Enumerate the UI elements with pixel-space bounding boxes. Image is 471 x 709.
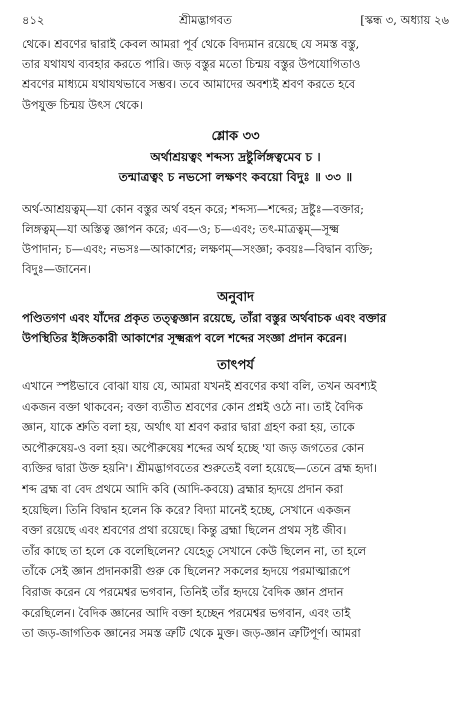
text-line: বিদুঃ—জানেন। bbox=[22, 262, 91, 277]
text-line: অর্থ-আশ্রয়ত্বম্—যা কোন বস্তুর অর্থ বহন করে; শব্দস্য—শব্দের; দ্রষ্টুঃ—বক্তার; bbox=[22, 201, 364, 216]
text-line: উপস্থিতির ইঙ্গিতকারী আকাশের সূক্ষ্মরূপ বলে শব্দের সংজ্ঞা প্রদান করেন। bbox=[22, 330, 347, 345]
page-header bbox=[22, 12, 449, 28]
purport-paragraph bbox=[22, 376, 449, 644]
chapter-reference: [স্কন্ধ ৩, অধ্যায় ২৬ bbox=[360, 13, 449, 27]
verse-title: শ্লোক ৩৩ bbox=[211, 128, 260, 144]
text-line: জ্ঞান, যাকে শ্রুতি বলা হয়, অর্থাৎ যা শ্রবণ করার দ্বারা গ্রহণ করা হয়, তাকে bbox=[22, 420, 355, 435]
purport-title: তাৎপর্য bbox=[217, 358, 254, 374]
page-number: ৪১২ bbox=[22, 13, 45, 27]
text-line: শ্রবণের মাধ্যমে যথাযথভাবে সম্ভব। তবে আমাদের অবশ্যই শ্রবণ করতে হবে bbox=[22, 77, 356, 92]
text-line: একজন বক্তা থাকবেন; বক্তা ব্যতীত শ্রবণের কোন প্রশ্নই ওঠে না। তাই বৈদিক bbox=[22, 399, 363, 414]
synonyms-paragraph bbox=[22, 199, 449, 280]
text-line: করেছিলেন। বৈদিক জ্ঞানের আদি বক্তা হচ্ছেন পরমেশ্বর ভগবান, এবং তাই bbox=[22, 605, 351, 620]
translation-title: অনুবাদ bbox=[217, 289, 254, 305]
text-line: ব্যক্তির দ্বারা উক্ত হয়নি'। শ্রীমদ্ভাগবতের শুরুতেই বলা হয়েছে—তেনে ব্রহ্ম হৃদা। bbox=[22, 461, 378, 476]
text-line: উপযুক্ত চিন্ময় উৎস থেকে। bbox=[22, 97, 143, 112]
text-line: থেকে। শ্রবণের দ্বারাই কেবল আমরা পূর্ব থেকে বিদ্যমান রয়েছে যে সমস্ত বস্তু, bbox=[22, 37, 360, 51]
verse-line: তন্মাত্রত্বং চ নভসো লক্ষণং কবয়ো বিদুঃ ॥ ৩৩ ॥ bbox=[118, 169, 353, 184]
text-line: তা জড়-জাগতিক জ্ঞানের সমস্ত ত্রুটি থেকে মুক্ত। জড়-জ্ঞান ত্রুটিপূর্ণ। আমরা bbox=[22, 626, 361, 641]
text-line: তাঁকে সেই জ্ঞান প্রদানকারী গুরু কে ছিলেন? সকলের হৃদয়ে পরমাত্মারূপে bbox=[22, 564, 351, 579]
text-line: উপাদান; চ—এবং; নভসঃ—আকাশের; লক্ষণম্—সংজ্ঞা; কবয়ঃ—বিদ্বান ব্যক্তি; bbox=[22, 242, 374, 257]
verse-line: অর্থাশ্রয়ত্বং শব্দস্য দ্রষ্টুর্লিঙ্গত্বমেব চ । bbox=[150, 149, 321, 164]
text-line: পণ্ডিতগণ এবং যাঁদের প্রকৃত তত্ত্বজ্ঞান রয়েছে, তাঁরা বস্তুর অর্থবাচক এবং বক্তার bbox=[22, 310, 387, 325]
translation-paragraph bbox=[22, 308, 449, 348]
text-line: তার যথাযথ ব্যবহার করতে পারি। জড় বস্তুর মতো চিন্ময় বস্তুর উপযোগিতাও bbox=[22, 57, 361, 72]
book-title: শ্রীমদ্ভাগবত bbox=[179, 13, 232, 27]
text-line: লিঙ্গত্বম্—যা অস্তিত্ব জ্ঞাপন করে; এব—ও; চ—এবং; তৎ-মাত্রত্বম্—সূক্ষ্ম bbox=[22, 222, 340, 237]
text-line: শব্দ ব্রহ্ম বা বেদ প্রথমে আদি কবি (আদি-কবয়ে) ব্রহ্মার হৃদয়ে প্রদান করা bbox=[22, 482, 344, 496]
text-line: তাঁর কাছে তা হলে কে বলেছিলেন? যেহেতু সেখানে কেউ ছিলেন না, তা হলে bbox=[22, 543, 367, 558]
text-line: হয়েছিল। তিনি বিদ্বান হলেন কি করে? বিদ্যা মানেই হচ্ছে, সেখানে একজন bbox=[22, 502, 351, 517]
text-line: এখানে স্পষ্টভাবে বোঝা যায় যে, আমরা যখনই শ্রবণের কথা বলি, তখন অবশ্যই bbox=[22, 379, 377, 394]
text-line: বক্তা রয়েছে এবং শ্রবণের প্রথা রয়েছে। কিন্তু ব্রহ্মা ছিলেন প্রথম সৃষ্ট জীব। bbox=[22, 523, 347, 538]
text-line: বিরাজ করেন যে পরমেশ্বর ভগবান, তিনিই তাঁর হৃদয়ে বৈদিক জ্ঞান প্রদান bbox=[22, 584, 344, 599]
intro-paragraph bbox=[22, 34, 449, 115]
text-line: অপৌরুষেয়-ও বলা হয়। অপৌরুষেয় শব্দের অর্থ হচ্ছে 'যা জড় জগতের কোন bbox=[22, 440, 365, 455]
